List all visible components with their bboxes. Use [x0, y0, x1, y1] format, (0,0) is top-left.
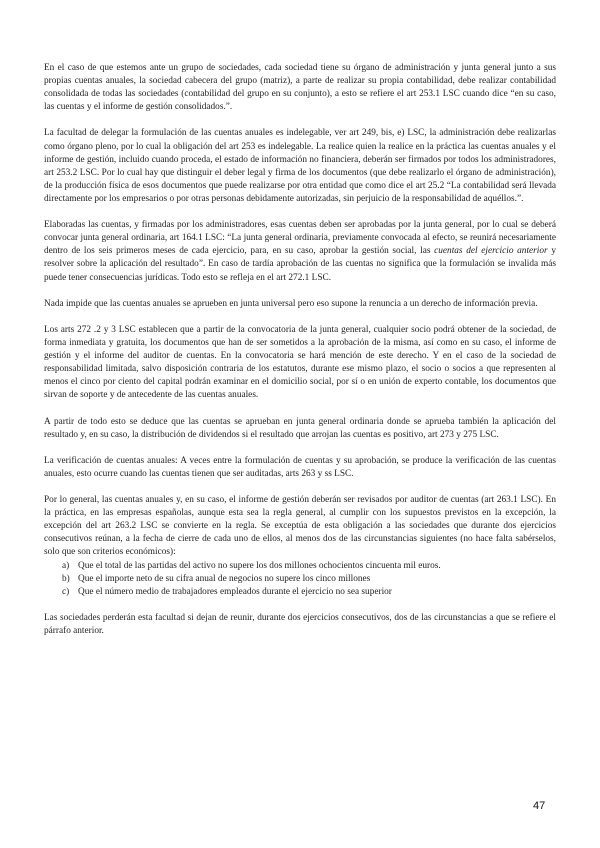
list-item-text: Que el número medio de trabajadores empleados durante el ejercicio no sea superior: [78, 586, 392, 597]
paragraph-aprobacion-cuentas: [44, 219, 556, 284]
paragraph-grupo-sociedades: En el caso de que estemos ante un grupo de sociedades, cada sociedad tiene su órgano de administración y junta general junto a sus propias cuentas anuales, la sociedad cabecera del grupo (matriz), a parte de realizar su propia contabilidad, debe realizar contabilidad consolidada de todas las sociedades (contabilidad del grupo en su conjunto), a esto se refiere el art 253.1 LSC cuando dice “en su caso, las cuentas y el informe de gestión consolidados.”.: [44, 63, 556, 113]
document-body: [44, 62, 556, 651]
list-item: [44, 586, 556, 599]
page-number: 47: [533, 800, 546, 812]
paragraph-aplicacion-resultado: A partir de todo esto se deduce que las cuentas se aprueban en junta general ordinaria donde se aprueba también la aplicación del resultado y, en su caso, la distribución de dividendos si el resultado que arrojan las cuentas es positivo, art 273 y 275 LSC.: [44, 416, 556, 440]
paragraph-verificacion: La verificación de cuentas anuales: A veces entre la formulación de cuentas y su aprobación, se produce la verificación de las cuentas anuales, esto ocurre cuando las cuentas tienen que ser auditadas, arts 263 y ss LSC.: [44, 455, 556, 479]
criteria-list: [44, 560, 556, 599]
list-item-text: Que el importe neto de su cifra anual de negocios no supere los cinco millones: [78, 573, 371, 584]
paragraph-text: Elaboradas las cuentas, y firmadas por los administradores, esas cuentas deben ser aprobadas por la junta general, por lo cual se deberá convocar junta general ordinaria, art 164.1 LSC: “La junta general ordinaria, previamente convocada al efecto, se reunirá necesariamente dentro de los seis primeros meses de cada ejercicio, para, en su caso, aprobar la gestión social, las: [44, 220, 556, 257]
italic-phrase: cuentas del ejercicio anterior: [434, 246, 548, 257]
paragraph-perdida-facultad: Las sociedades perderán esta facultad si dejan de reunir, durante dos ejercicios consecutivos, dos de las circunstancias a que se refiere el párrafo anterior.: [44, 612, 556, 637]
list-item: [44, 573, 556, 586]
list-item: [44, 560, 556, 573]
list-marker: c): [62, 586, 70, 597]
list-marker: a): [62, 560, 70, 571]
list-item-text: Que el total de las partidas del activo no supere los dos millones ochocientos cincuenta mil euros.: [78, 560, 441, 571]
paragraph-derecho-informacion: Los arts 272 .2 y 3 LSC establecen que a partir de la convocatoria de la junta general, cualquier socio podrá obtener de la sociedad, de forma inmediata y gratuita, los documentos que han de ser sometidos a la aprobación de la misma, así como en su caso, el informe de gestión y el informe del auditor de cuentas. En la convocatoria se hará mención de este derecho. Y en el caso de la sociedad de responsabilidad limitada, salvo disposición contraria de los estatutos, durante ese mismo plazo, el socio o socios a que representen al menos el cinco por ciento del capital podrán examinar en el domicilio social, por sí o en unión de experto contable, los documentos que sirvan de soporte y de antecedente de las cuentas anuales.: [44, 324, 556, 401]
paragraph-auditor: Por lo general, las cuentas anuales y, en su caso, el informe de gestión deberán ser revisados por auditor de cuentas (art 263.1 LSC). En la práctica, en las empresas españolas, aunque esta sea la regla general, al cumplir con los supuestos previstos en la excepción, la excepción del art 263.2 LSC se convierte en la regla. Se exceptúa de esta obligación a las sociedades que durante dos ejercicios consecutivos reúnan, a la fecha de cierre de cada uno de ellos, al menos dos de las circunstancias siguientes (no hace falta sabérselos, solo que son criterios económicos):: [44, 495, 556, 558]
paragraph-text: y resolver sobre la aplicación del resultado”. En caso de tardía aprobación de las cuentas no significa que la formulación se invalida más puede tener consecuencias jurídicas. Todo esto se refleja en el art 272.1 LSC.: [44, 246, 556, 283]
paragraph-junta-universal: Nada impide que las cuentas anuales se aprueben en junta universal pero eso supone la renuncia a un derecho de información previa.: [44, 298, 538, 309]
list-marker: b): [62, 573, 70, 584]
paragraph-facultad-delegar: La facultad de delegar la formulación de las cuentas anuales es indelegable, ver art 249, bis, e) LSC, la administración debe realizarlas como órgano pleno, por lo cual la obligación del art 253 es indelegable. La realice quien la realice en la práctica las cuentas anuales y el informe de gestión, incluido cuando proceda, el estado de información no financiera, deberán ser firmados por todos los administradores, art 253.2 LSC. Por lo cual hay que distinguir el deber legal y firma de los documentos (que debe realizarlo el órgano de administración), de la producción física de esos documentos que puede realizarse por otra entidad que como dice el art 25.2 “La contabilidad será llevada directamente por los empresarios o por otras personas debidamente autorizadas, sin perjuicio de la responsabilidad de aquéllos.”.: [44, 128, 556, 204]
